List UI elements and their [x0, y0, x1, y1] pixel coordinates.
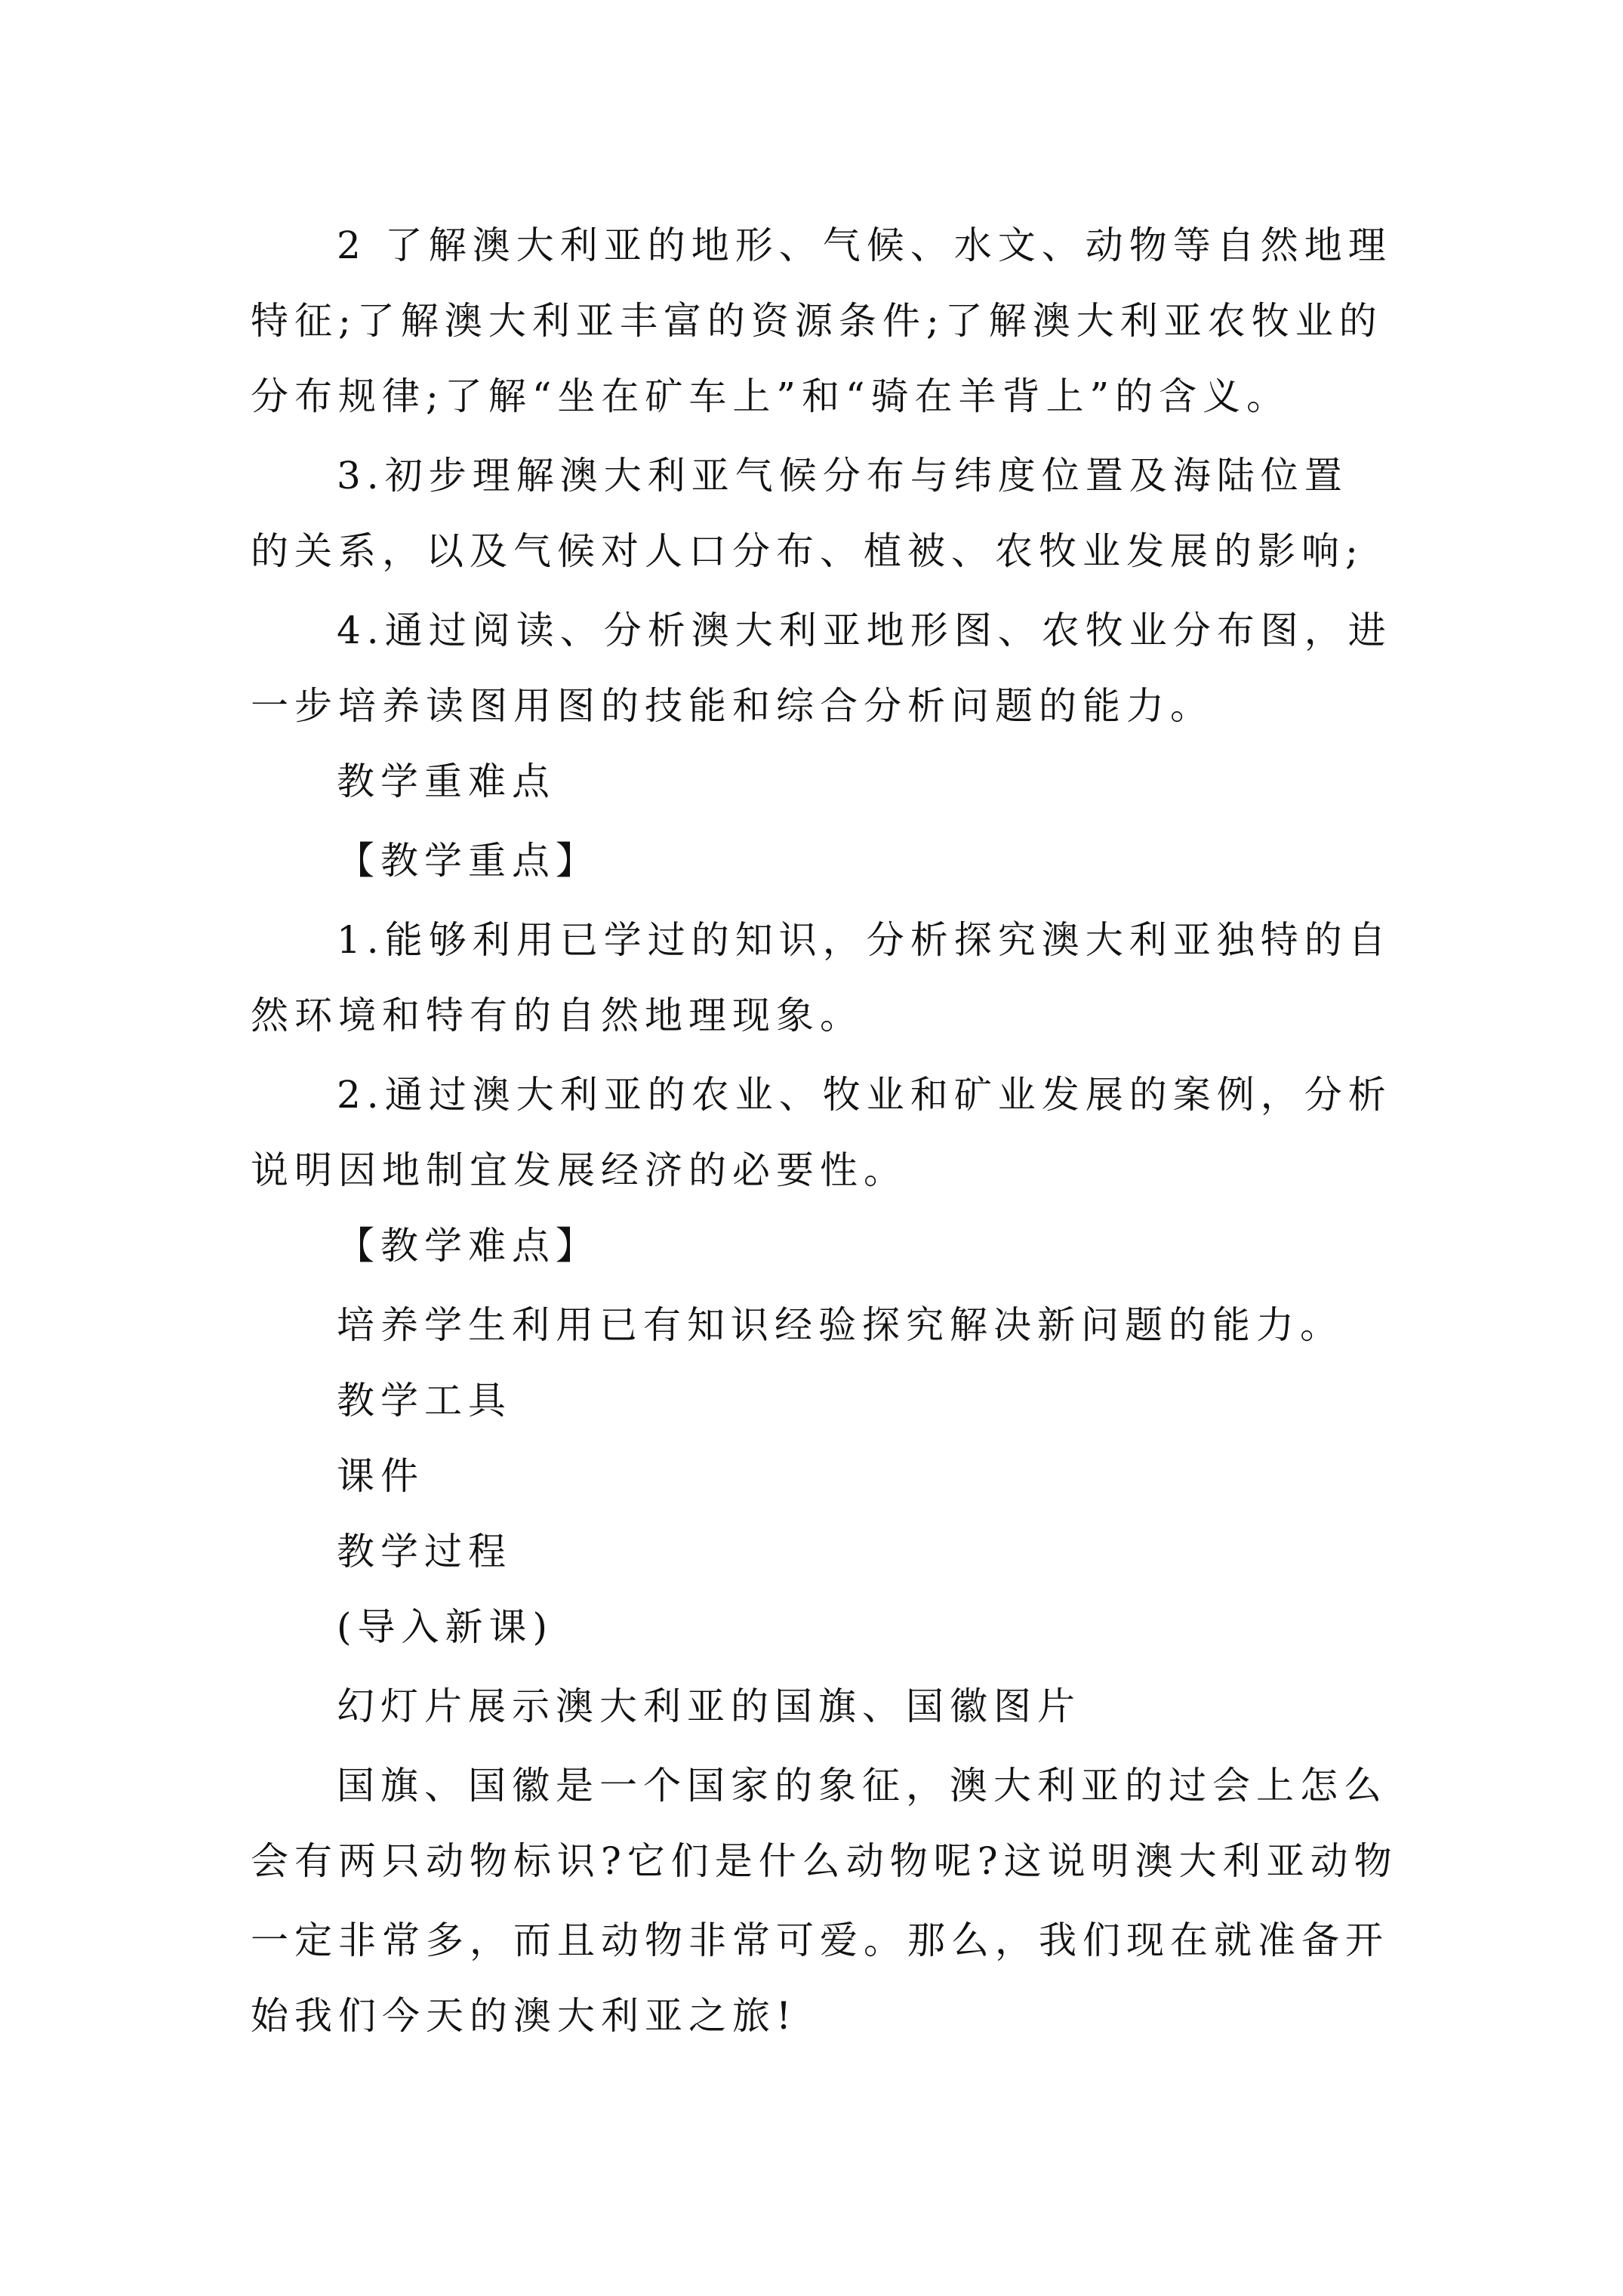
paragraph-objective-4-line-1: 4.通过阅读、分析澳大利亚地形图、农牧业分布图，进: [337, 609, 1392, 652]
paragraph-key-point-2-line-1: 2.通过澳大利亚的农业、牧业和矿业发展的案例，分析: [337, 1073, 1392, 1117]
heading-teaching-difficulties: 教学重难点: [337, 760, 556, 803]
heading-teaching-process: 教学过程: [337, 1530, 512, 1573]
paragraph-objective-2-line-2: 特征;了解澳大利亚丰富的资源条件;了解澳大利亚农牧业的: [251, 299, 1383, 343]
teaching-tools-value: 课件: [337, 1454, 424, 1498]
paragraph-intro-line-2: 会有两只动物标识?它们是什么动物呢?这说明澳大利亚动物: [251, 1839, 1398, 1883]
paragraph-objective-3-line-2: 的关系，以及气候对人口分布、植被、农牧业发展的影响;: [251, 529, 1364, 573]
paragraph-key-point-1-line-2: 然环境和特有的自然地理现象。: [251, 994, 864, 1037]
paragraph-hard-point: 培养学生利用已有知识经验探究解决新问题的能力。: [337, 1303, 1344, 1347]
paragraph-intro-line-4: 始我们今天的澳大利亚之旅!: [251, 1994, 798, 2038]
paragraph-slideshow: 幻灯片展示澳大利亚的国旗、国徽图片: [337, 1684, 1081, 1728]
paragraph-objective-3-line-1: 3.初步理解澳大利亚气候分布与纬度位置及海陆位置: [337, 454, 1348, 498]
paragraph-intro-line-1: 国旗、国徽是一个国家的象征，澳大利亚的过会上怎么: [337, 1764, 1387, 1808]
heading-teaching-key-points: 【教学重点】: [337, 839, 599, 883]
paragraph-key-point-2-line-2: 说明因地制宜发展经济的必要性。: [251, 1148, 907, 1192]
paragraph-key-point-1-line-1: 1.能够利用已学过的知识，分析探究澳大利亚独特的自: [337, 918, 1392, 962]
paragraph-objective-2-line-3: 分布规律;了解“坐在矿车上”和“骑在羊背上”的含义。: [251, 374, 1291, 418]
paragraph-objective-2-line-1: 2 了解澳大利亚的地形、气候、水文、动物等自然地理: [337, 223, 1392, 267]
subheading-introduction: (导入新课): [337, 1605, 554, 1649]
heading-teaching-hard-points: 【教学难点】: [337, 1224, 599, 1268]
heading-teaching-tools: 教学工具: [337, 1379, 512, 1422]
paragraph-intro-line-3: 一定非常多，而且动物非常可爱。那么，我们现在就准备开: [251, 1918, 1389, 1962]
paragraph-objective-4-line-2: 一步培养读图用图的技能和综合分析问题的能力。: [251, 684, 1214, 728]
